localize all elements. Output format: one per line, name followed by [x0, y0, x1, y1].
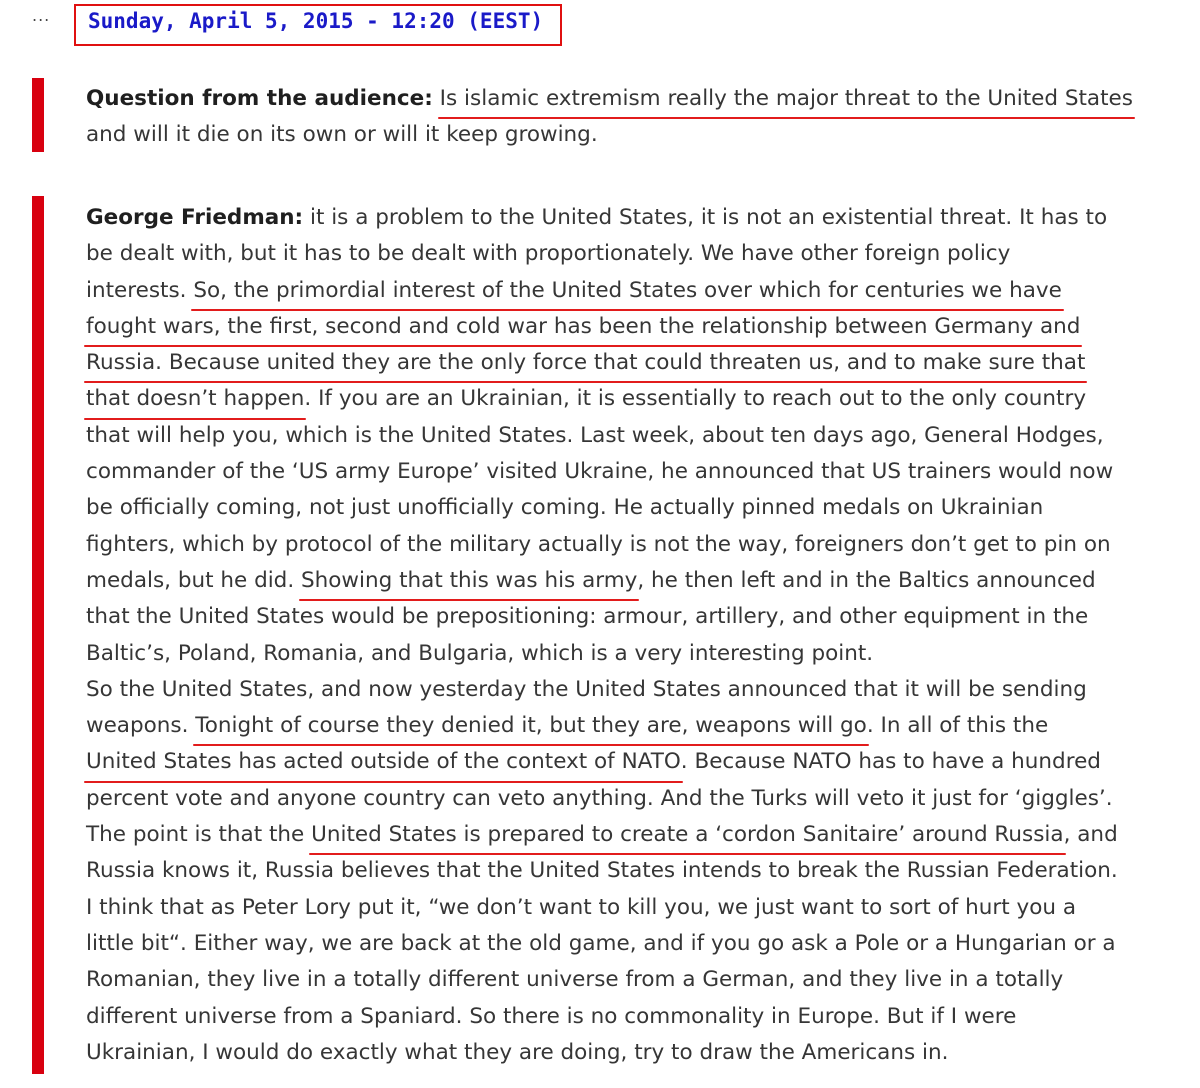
- paragraph-line: be dealt with, but it has to be dealt with proportionately. We have other foreign policy: [86, 241, 1011, 267]
- paragraph-line: Ukrainian, I would do exactly what they are doing, try to draw the Americans in.: [86, 1039, 949, 1065]
- paragraph-line: I think that as Peter Lory put it, “we don’t want to kill you, we just want to sort of hurt you a: [86, 894, 1076, 920]
- text-run: it is a problem to the United States, it is not an existential threat. It has to: [303, 205, 1108, 230]
- question-quote-bar: [32, 78, 44, 152]
- text-run: interests.: [86, 277, 194, 303]
- underlined-phrase: Is islamic extremism really the major threat to the United States: [440, 81, 1133, 117]
- paragraph-line: [86, 309, 1196, 345]
- underlined-phrase: Tonight of course they denied it, but they are, weapons will go: [195, 708, 867, 744]
- question-label: Question from the audience:: [86, 86, 433, 111]
- text-run: , he then left and in the Baltics announced: [637, 567, 1096, 593]
- paragraph-line: [86, 381, 1196, 417]
- text-run: . If you are an Ukrainian, it is essentially to reach out to the only country: [304, 386, 1087, 412]
- post-date: Sunday, April 5, 2015 - 12:20 (EEST): [88, 9, 544, 33]
- paragraph-line: and will it die on its own or will it keep growing.: [86, 122, 598, 148]
- paragraph-line: be officially coming, not just unofficially coming. He actually pinned medals on Ukrainian: [86, 495, 1044, 521]
- underlined-phrase: United States has acted outside of the context of NATO: [86, 744, 681, 780]
- underlined-phrase: So, the primordial interest of the United States over which for centuries we have: [193, 273, 1061, 309]
- paragraph-line: [86, 345, 1196, 381]
- more-options-ellipsis[interactable]: ...: [32, 6, 51, 25]
- paragraph-line: [86, 817, 1196, 853]
- underlined-phrase: Russia. Because united they are the only force that could threaten us, and to make sure that: [86, 345, 1085, 381]
- paragraph-line: different universe from a Spaniard. So there is no commonality in Europe. But if I were: [86, 1003, 1017, 1029]
- paragraph-line: [86, 273, 1196, 309]
- text-run: , and: [1063, 822, 1118, 848]
- friedman-answer: [86, 200, 1196, 1071]
- underlined-phrase: United States is prepared to create a ‘cordon Sanitaire’ around Russia: [311, 817, 1063, 853]
- paragraph-line: percent vote and anyone country can veto anything. And the Turks will veto it just for ‘giggles’.: [86, 785, 1113, 811]
- text-run: The point is that the: [86, 822, 312, 848]
- speaker-label: George Friedman:: [86, 205, 304, 230]
- paragraph-line: that will help you, which is the United States. Last week, about ten days ago, General Hodges,: [86, 422, 1104, 448]
- audience-question: [86, 81, 1196, 154]
- underlined-phrase: Showing that this was his army: [301, 563, 637, 599]
- paragraph-line: that the United States would be prepositioning: armour, artillery, and other equipment in the: [86, 604, 1089, 630]
- text-run: medals, but he did.: [86, 567, 301, 593]
- text-run: . Because NATO has to have a hundred: [680, 749, 1101, 775]
- underlined-phrase: that doesn’t happen: [86, 381, 304, 417]
- paragraph-line: [86, 744, 1196, 780]
- paragraph-line: [86, 563, 1196, 599]
- answer-quote-bar: [32, 196, 44, 1074]
- text-run: weapons.: [86, 713, 196, 739]
- paragraph-line: [86, 200, 1196, 236]
- underlined-phrase: fought wars, the first, second and cold war has been the relationship between Germany and: [86, 309, 1080, 345]
- paragraph-line: [86, 708, 1196, 744]
- paragraph-line: commander of the ‘US army Europe’ visited Ukraine, he announced that US trainers would now: [86, 459, 1114, 485]
- paragraph-line: Romanian, they live in a totally different universe from a German, and they live in a totally: [86, 967, 1064, 993]
- paragraph-line: fighters, which by protocol of the military actually is not the way, foreigners don’t get to pin on: [86, 531, 1111, 557]
- paragraph-line: [86, 81, 1196, 117]
- paragraph-line: So the United States, and now yesterday the United States announced that it will be sending: [86, 676, 1087, 702]
- paragraph-line: little bit“. Either way, we are back at the old game, and if you go ask a Pole or a Hungarian or a: [86, 930, 1116, 956]
- paragraph-line: Baltic’s, Poland, Romania, and Bulgaria, which is a very interesting point.: [86, 640, 874, 666]
- text-run: . In all of this the: [866, 713, 1049, 739]
- paragraph-line: Russia knows it, Russia believes that the United States intends to break the Russian Federation.: [86, 858, 1118, 884]
